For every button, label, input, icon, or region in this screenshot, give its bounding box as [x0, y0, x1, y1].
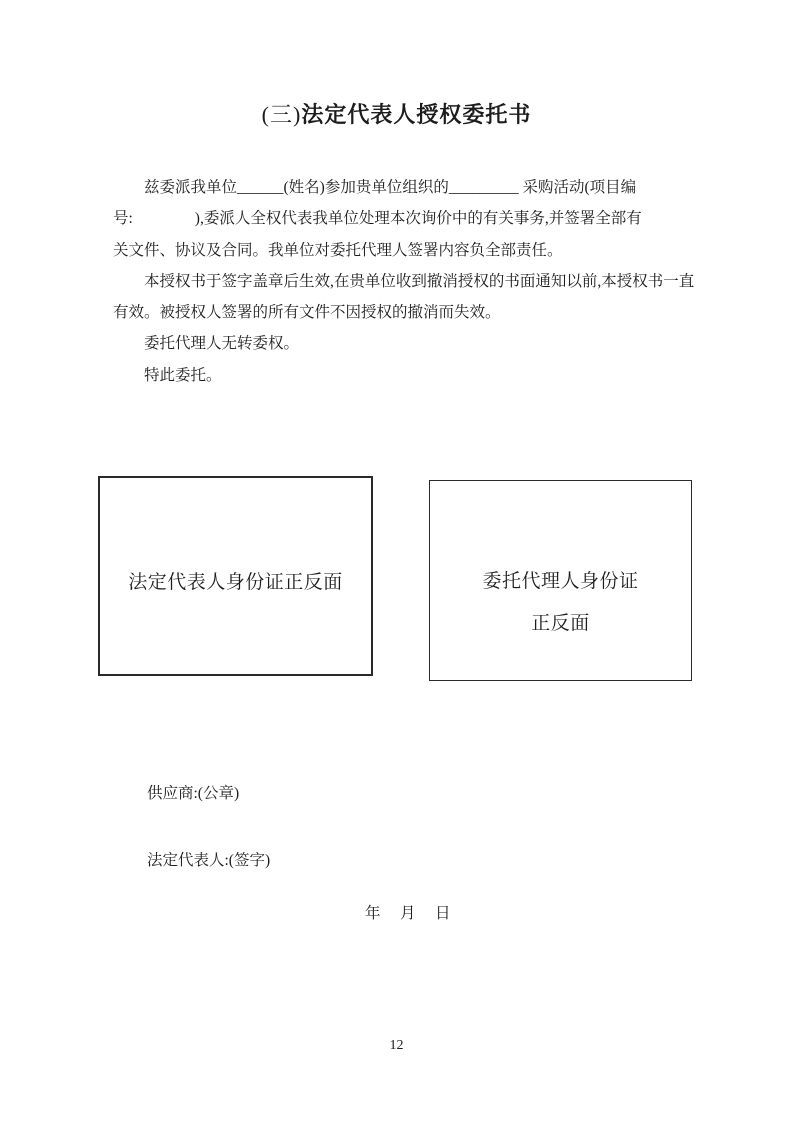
paragraph-line-1: 兹委派我单位______(姓名)参加贵单位组织的_________ 采购活动(项目编	[144, 179, 637, 196]
legal-rep-id-photo-box	[98, 476, 373, 676]
date-line: 年 月 日	[365, 905, 453, 922]
agent-id-photo-box	[429, 480, 692, 681]
paragraph-line-7: 特此委托。	[144, 366, 222, 384]
authorization-body	[113, 172, 695, 391]
paragraph-line-2: 号: ),委派人全权代表我单位处理本次询价中的有关事务,并签署全部有	[113, 210, 642, 228]
paragraph-line-4: 本授权书于签字盖章后生效,在贵单位收到撤消授权的书面通知以前,本授权书一直	[144, 272, 695, 290]
paragraph-line-3: 关文件、协议及合同。我单位对委托代理人签署内容负全部责任。	[113, 241, 563, 259]
paragraph-line-5: 有效。被授权人签署的所有文件不因授权的撤消而失效。	[113, 304, 501, 322]
agent-id-photo-label-line1: 委托代理人身份证	[482, 571, 639, 592]
supplier-seal-line: 供应商:(公章)	[147, 785, 240, 802]
paragraph-line-6: 委托代理人无转委权。	[144, 335, 300, 353]
legal-rep-signature-line: 法定代表人:(签字)	[147, 852, 271, 869]
legal-rep-id-photo-label: 法定代表人身份证正反面	[128, 572, 343, 593]
page-title	[0, 98, 793, 132]
page-number: 12	[389, 1038, 404, 1053]
title-text: 法定代表人授权委托书	[301, 102, 532, 127]
agent-id-photo-label-line2: 正反面	[531, 613, 590, 634]
title-section-number: (三)	[261, 102, 302, 127]
